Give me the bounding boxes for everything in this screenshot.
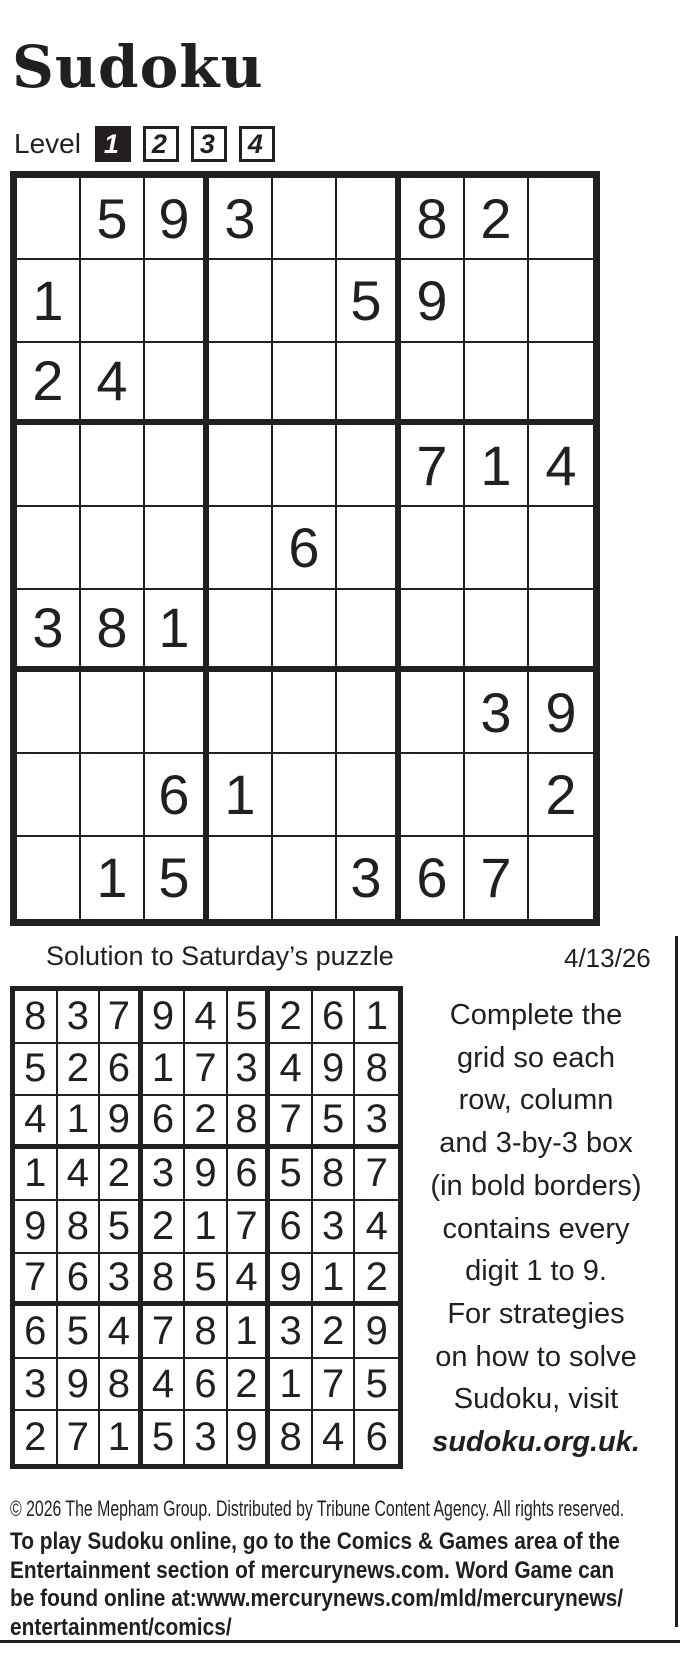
puzzle-cell[interactable] bbox=[81, 425, 145, 507]
puzzle-cell[interactable] bbox=[529, 507, 593, 589]
solution-cell: 3 bbox=[143, 1149, 186, 1202]
puzzle-cell[interactable] bbox=[273, 425, 337, 507]
instructions-line: Complete the bbox=[449, 999, 623, 1031]
solution-cell: 8 bbox=[58, 1201, 101, 1254]
solution-cell: 9 bbox=[355, 1306, 398, 1359]
solution-cell: 5 bbox=[58, 1306, 101, 1359]
puzzle-cell[interactable] bbox=[401, 343, 465, 425]
play-online-line: To play Sudoku online, go to the Comics & Games area of the bbox=[10, 1528, 620, 1555]
copyright-line: © 2026 The Mepham Group. Distributed by Tribune Content Agency. All rights reserved. bbox=[10, 1496, 625, 1521]
solution-cell: 1 bbox=[355, 991, 398, 1044]
puzzle-cell[interactable]: 3 bbox=[337, 837, 401, 919]
puzzle-cell[interactable]: 8 bbox=[401, 178, 465, 260]
puzzle-cell[interactable] bbox=[17, 837, 81, 919]
puzzle-cell[interactable]: 4 bbox=[81, 343, 145, 425]
solution-cell: 6 bbox=[365, 1415, 388, 1460]
solution-cell: 4 bbox=[355, 1201, 398, 1254]
puzzle-cell[interactable] bbox=[209, 260, 273, 342]
puzzle-cell[interactable]: 4 bbox=[529, 425, 593, 507]
puzzle-cell[interactable] bbox=[209, 425, 273, 507]
solution-cell: 4 bbox=[143, 1359, 186, 1412]
solution-cell: 8 bbox=[313, 1149, 356, 1202]
level-option-2[interactable]: 2 bbox=[143, 126, 179, 162]
instructions-line: (in bold borders) bbox=[430, 1169, 642, 1202]
puzzle-cell[interactable] bbox=[529, 343, 593, 425]
instructions-line: and 3-by-3 box bbox=[439, 1127, 633, 1160]
level-option-3[interactable]: 3 bbox=[191, 126, 227, 162]
instructions-line: row, column bbox=[458, 1084, 614, 1117]
instructions-line: Sudoku, visit bbox=[453, 1383, 619, 1416]
puzzle-cell[interactable] bbox=[209, 837, 273, 919]
puzzle-cell[interactable] bbox=[17, 178, 81, 260]
puzzle-cell[interactable]: 1 bbox=[209, 754, 273, 836]
solution-cell: 4 bbox=[313, 1411, 356, 1464]
puzzle-cell[interactable]: 7 bbox=[465, 837, 529, 919]
puzzle-cell[interactable] bbox=[529, 590, 593, 672]
solution-cell: 7 bbox=[185, 1044, 228, 1097]
puzzle-cell[interactable] bbox=[81, 260, 145, 342]
solution-cell: 2 bbox=[185, 1096, 228, 1149]
solution-cell: 5 bbox=[100, 1201, 143, 1254]
solution-cell: 9 bbox=[228, 1411, 271, 1464]
solution-cell: 9 bbox=[313, 1044, 356, 1097]
puzzle-cell[interactable]: 9 bbox=[529, 672, 593, 754]
solution-cell: 1 bbox=[143, 1044, 186, 1097]
solution-cell: 8 bbox=[185, 1306, 228, 1359]
level-option-4[interactable]: 4 bbox=[239, 126, 275, 162]
solution-cell: 6 bbox=[185, 1359, 228, 1412]
puzzle-cell[interactable] bbox=[273, 590, 337, 672]
solution-cell: 9 bbox=[185, 1149, 228, 1202]
solution-cell: 2 bbox=[100, 1149, 143, 1202]
puzzle-cell[interactable] bbox=[209, 590, 273, 672]
solution-cell: 3 bbox=[313, 1201, 356, 1254]
puzzle-cell[interactable] bbox=[465, 754, 529, 836]
solution-cell: 3 bbox=[185, 1411, 228, 1464]
solution-cell: 2 bbox=[270, 991, 313, 1044]
solution-cell: 7 bbox=[15, 1254, 58, 1307]
puzzle-cell[interactable]: 1 bbox=[81, 837, 145, 919]
play-online-line: entertainment/comics/ bbox=[10, 1613, 232, 1641]
column-divider-rule bbox=[675, 936, 678, 1627]
puzzle-cell[interactable]: 9 bbox=[145, 178, 209, 260]
solution-cell: 6 bbox=[100, 1044, 143, 1097]
puzzle-cell[interactable]: 1 bbox=[145, 590, 209, 672]
solution-caption: Solution to Saturday’s puzzle bbox=[46, 941, 394, 971]
puzzle-cell[interactable] bbox=[145, 507, 209, 589]
play-online-line: Entertainment section of mercurynews.com. Word Game can bbox=[10, 1556, 615, 1584]
solution-cell: 3 bbox=[58, 991, 101, 1044]
puzzle-date: 4/13/26 bbox=[564, 943, 651, 973]
solution-cell: 9 bbox=[270, 1254, 313, 1307]
solution-cell: 8 bbox=[100, 1359, 143, 1412]
puzzle-cell[interactable] bbox=[465, 507, 529, 589]
solution-cell: 6 bbox=[313, 991, 356, 1044]
puzzle-cell[interactable] bbox=[529, 178, 593, 260]
solution-cell: 2 bbox=[313, 1306, 356, 1359]
solution-cell: 5 bbox=[270, 1149, 313, 1202]
puzzle-cell[interactable] bbox=[209, 343, 273, 425]
puzzle-cell[interactable] bbox=[17, 507, 81, 589]
solution-cell: 2 bbox=[355, 1254, 398, 1307]
solution-cell: 4 bbox=[270, 1044, 313, 1097]
puzzle-cell[interactable]: 5 bbox=[145, 837, 209, 919]
puzzle-cell[interactable] bbox=[401, 672, 465, 754]
solution-cell: 1 bbox=[15, 1149, 58, 1202]
level-label: Level bbox=[14, 128, 81, 159]
solution-cell: 9 bbox=[15, 1201, 58, 1254]
solution-cell: 2 bbox=[58, 1044, 101, 1097]
solution-cell: 5 bbox=[15, 1044, 58, 1097]
puzzle-cell[interactable]: 3 bbox=[17, 590, 81, 672]
puzzle-cell[interactable]: 8 bbox=[81, 590, 145, 672]
puzzle-cell[interactable]: 5 bbox=[81, 178, 145, 260]
instructions-line: For strategies bbox=[447, 1297, 625, 1330]
solution-cell: 8 bbox=[270, 1411, 313, 1464]
puzzle-cell[interactable] bbox=[145, 343, 209, 425]
solution-cell: 1 bbox=[270, 1359, 313, 1412]
puzzle-cell[interactable] bbox=[337, 425, 401, 507]
solution-cell: 6 bbox=[15, 1306, 58, 1359]
puzzle-cell[interactable] bbox=[273, 260, 337, 342]
instructions-line: digit 1 to 9. bbox=[465, 1255, 607, 1288]
solution-cell: 9 bbox=[58, 1359, 101, 1412]
solution-cell: 8 bbox=[355, 1044, 398, 1097]
solution-cell: 5 bbox=[355, 1359, 398, 1412]
puzzle-cell[interactable] bbox=[337, 590, 401, 672]
puzzle-cell[interactable]: 5 bbox=[337, 260, 401, 342]
solution-cell: 8 bbox=[228, 1096, 271, 1149]
instructions bbox=[398, 994, 674, 1464]
solution-cell: 2 bbox=[143, 1201, 186, 1254]
solution-cell: 1 bbox=[313, 1254, 356, 1307]
puzzle-grid bbox=[10, 171, 600, 926]
solution-cell: 6 bbox=[270, 1201, 313, 1254]
puzzle-cell[interactable] bbox=[81, 507, 145, 589]
solution-cell: 1 bbox=[185, 1201, 228, 1254]
bottom-rule bbox=[0, 1640, 680, 1643]
solution-cell: 4 bbox=[58, 1149, 101, 1202]
puzzle-cell[interactable] bbox=[529, 837, 593, 919]
solution-cell: 3 bbox=[355, 1096, 398, 1149]
instructions-line: grid so each bbox=[457, 1041, 615, 1074]
puzzle-cell[interactable] bbox=[273, 343, 337, 425]
solution-cell: 2 bbox=[15, 1411, 58, 1464]
sudoku-link: sudoku.org.uk. bbox=[432, 1426, 640, 1459]
solution-cell: 1 bbox=[228, 1306, 271, 1359]
puzzle-cell[interactable] bbox=[465, 343, 529, 425]
solution-cell: 8 bbox=[15, 991, 58, 1044]
puzzle-cell[interactable] bbox=[273, 754, 337, 836]
solution-grid bbox=[10, 986, 403, 1469]
puzzle-cell[interactable] bbox=[273, 837, 337, 919]
puzzle-cell[interactable] bbox=[273, 178, 337, 260]
solution-cell: 3 bbox=[270, 1306, 313, 1359]
puzzle-cell[interactable] bbox=[529, 260, 593, 342]
solution-cell: 3 bbox=[100, 1254, 143, 1307]
puzzle-cell[interactable] bbox=[145, 260, 209, 342]
puzzle-cell[interactable] bbox=[401, 590, 465, 672]
solution-cell: 3 bbox=[228, 1044, 271, 1097]
puzzle-cell[interactable]: 2 bbox=[465, 178, 529, 260]
solution-cell: 5 bbox=[143, 1411, 186, 1464]
solution-cell: 7 bbox=[270, 1096, 313, 1149]
page-title: Sudoku bbox=[12, 33, 264, 101]
puzzle-cell[interactable] bbox=[465, 590, 529, 672]
solution-cell: 5 bbox=[185, 1254, 228, 1307]
solution-cell: 5 bbox=[228, 991, 271, 1044]
solution-cell: 7 bbox=[313, 1359, 356, 1412]
puzzle-cell[interactable] bbox=[17, 754, 81, 836]
puzzle-cell[interactable]: 6 bbox=[145, 754, 209, 836]
level-options bbox=[95, 126, 287, 162]
solution-cell: 9 bbox=[143, 991, 186, 1044]
solution-cell: 4 bbox=[185, 991, 228, 1044]
puzzle-cell[interactable] bbox=[209, 672, 273, 754]
solution-cell: 7 bbox=[143, 1306, 186, 1359]
solution-cell: 4 bbox=[100, 1306, 143, 1359]
solution-cell: 6 bbox=[143, 1096, 186, 1149]
puzzle-cell[interactable]: 7 bbox=[401, 425, 465, 507]
puzzle-cell[interactable] bbox=[145, 425, 209, 507]
solution-cell: 1 bbox=[58, 1096, 101, 1149]
solution-cell: 7 bbox=[228, 1201, 271, 1254]
instructions-line: on how to solve bbox=[435, 1340, 637, 1373]
solution-cell: 5 bbox=[313, 1096, 356, 1149]
solution-cell: 6 bbox=[228, 1149, 271, 1202]
puzzle-cell[interactable]: 2 bbox=[17, 343, 81, 425]
puzzle-cell[interactable]: 2 bbox=[529, 754, 593, 836]
puzzle-cell[interactable] bbox=[337, 507, 401, 589]
puzzle-cell[interactable]: 6 bbox=[401, 837, 465, 919]
puzzle-cell[interactable] bbox=[81, 672, 145, 754]
solution-cell: 1 bbox=[100, 1411, 143, 1464]
puzzle-cell[interactable]: 6 bbox=[273, 507, 337, 589]
puzzle-cell[interactable] bbox=[401, 754, 465, 836]
puzzle-cell[interactable] bbox=[273, 672, 337, 754]
play-online-line: be found online at:www.mercurynews.com/mld/mercurynews/ bbox=[10, 1585, 624, 1612]
solution-cell: 8 bbox=[143, 1254, 186, 1307]
puzzle-cell[interactable] bbox=[401, 507, 465, 589]
solution-cell: 7 bbox=[100, 991, 143, 1044]
puzzle-cell[interactable] bbox=[145, 672, 209, 754]
puzzle-cell[interactable] bbox=[337, 672, 401, 754]
solution-cell: 4 bbox=[228, 1254, 271, 1307]
puzzle-cell[interactable] bbox=[209, 507, 273, 589]
puzzle-cell[interactable]: 3 bbox=[465, 672, 529, 754]
play-online-text bbox=[10, 1528, 623, 1642]
puzzle-cell[interactable] bbox=[81, 754, 145, 836]
puzzle-cell[interactable] bbox=[337, 343, 401, 425]
puzzle-cell[interactable]: 3 bbox=[209, 178, 273, 260]
puzzle-cell[interactable]: 1 bbox=[465, 425, 529, 507]
puzzle-cell[interactable]: 1 bbox=[17, 260, 81, 342]
solution-cell: 6 bbox=[58, 1254, 101, 1307]
solution-cell: 3 bbox=[15, 1359, 58, 1412]
puzzle-cell[interactable] bbox=[465, 260, 529, 342]
instructions-line: contains every bbox=[442, 1212, 630, 1245]
level-selector bbox=[14, 125, 287, 163]
puzzle-cell[interactable] bbox=[17, 425, 81, 507]
solution-cell: 4 bbox=[15, 1096, 58, 1149]
solution-cell: 9 bbox=[100, 1096, 143, 1149]
level-option-1[interactable]: 1 bbox=[95, 126, 131, 162]
puzzle-cell[interactable] bbox=[337, 178, 401, 260]
solution-cell: 7 bbox=[58, 1411, 101, 1464]
puzzle-cell[interactable] bbox=[337, 754, 401, 836]
puzzle-cell[interactable]: 9 bbox=[401, 260, 465, 342]
solution-cell: 7 bbox=[355, 1149, 398, 1202]
puzzle-cell[interactable] bbox=[17, 672, 81, 754]
solution-cell: 2 bbox=[228, 1359, 271, 1412]
